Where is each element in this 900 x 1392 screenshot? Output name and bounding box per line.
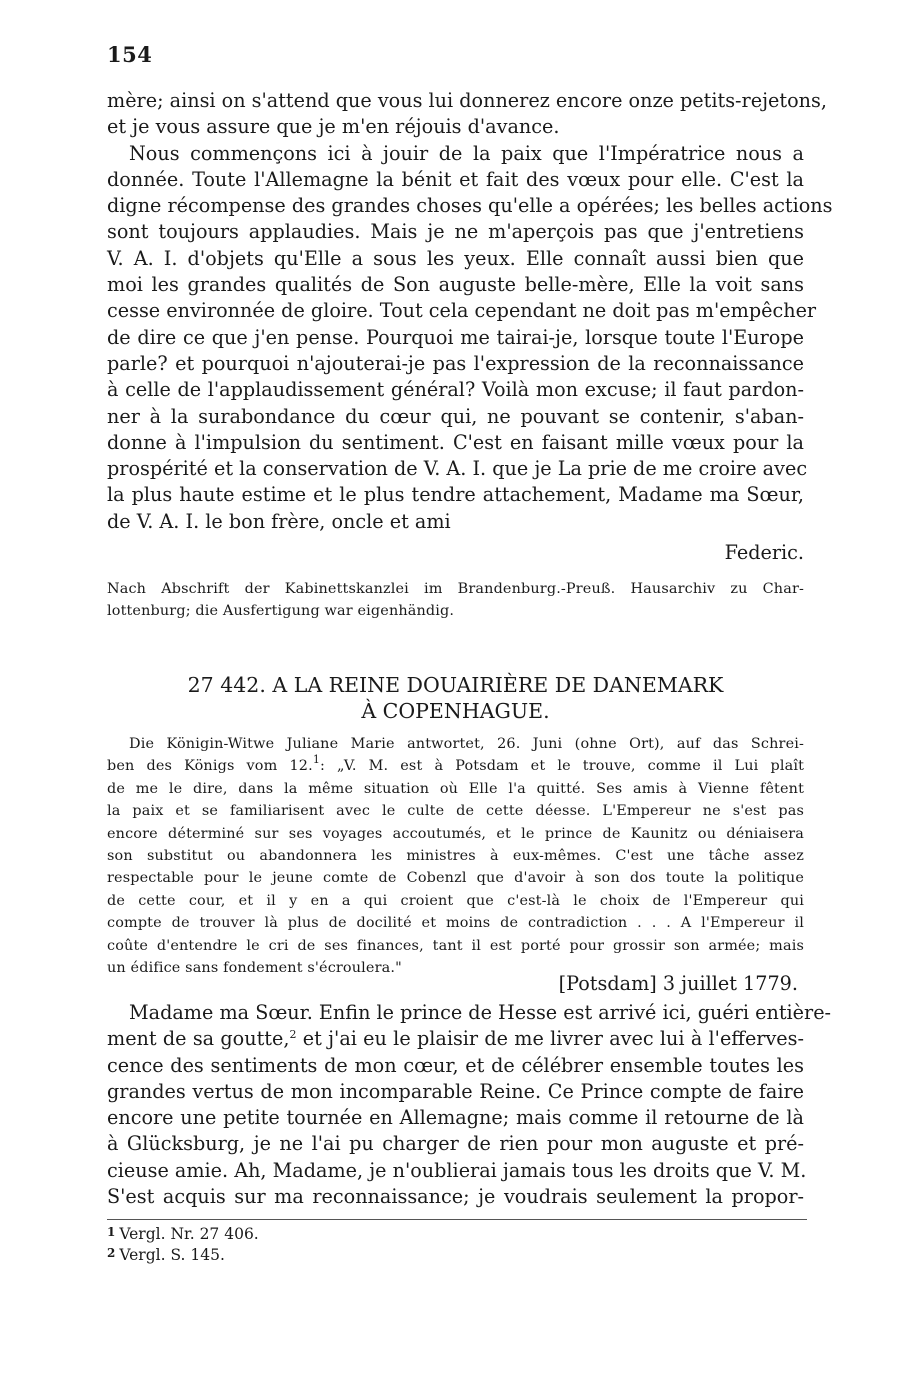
preface-line: de me le dire, dans la même situation où Elle l'a quitté. Ses amis à Vienne fêtent <box>107 780 804 797</box>
text-line: prospérité et la conservation de V. A. I. que je La prie de me croire avec <box>107 457 808 481</box>
text-line: de V. A. I. le bon frère, oncle et ami <box>107 509 451 533</box>
text-line <box>107 1026 804 1052</box>
footnote-number: 2 <box>107 1246 116 1260</box>
footnote <box>107 1222 707 1243</box>
text-line: S'est acquis sur ma reconnaissance; je voudrais seulement la propor- <box>107 1185 804 1209</box>
preface-line: coûte d'entendre le cri de ses finances, tant il est porté pour grossir son armée; mais <box>107 937 804 954</box>
source-note-line: lottenburg; die Ausfertigung war eigenhändig. <box>107 603 455 620</box>
text-line: Madame ma Sœur. Enfin le prince de Hesse est arrivé ici, guéri entière- <box>129 1001 832 1024</box>
text-line: grandes vertus de mon incomparable Reine. Ce Prince compte de faire <box>107 1079 804 1103</box>
preface-line: de cette cour, et il y en a qui croient que c'est-là le choix de l'Empereur qui <box>107 892 804 909</box>
signature: Federic. <box>724 541 804 564</box>
letter-body-1 <box>107 88 833 535</box>
text-line: moi les grandes qualités de Son auguste belle-mère, Elle la voit sans <box>107 273 804 297</box>
preface-line: respectable pour le jeune comte de Cobenzl que d'avoir à son dos toute la politique <box>107 870 804 887</box>
page-number: 154 <box>107 42 153 67</box>
date-line: [Potsdam] 3 juillet 1779. <box>558 972 798 995</box>
text-line: encore une petite tournée en Allemagne; mais comme il retourne de là <box>107 1106 804 1130</box>
preface-line: son substitut ou abandonnera les ministres à eux-mêmes. C'est une tâche assez <box>107 847 804 864</box>
text-line: V. A. I. d'objets qu'Elle a sous les yeux. Elle connaît aussi bien que <box>107 246 804 270</box>
text-line: à celle de l'applaudissement général? Voilà mon excuse; il faut pardon- <box>107 378 804 402</box>
footnote-mark: 2 <box>289 1028 297 1042</box>
letter-heading <box>107 672 804 724</box>
preface-line-rest: : „V. M. est à Potsdam et le trouve, comme il Lui plaît <box>319 758 805 775</box>
footnote-mark: 1 <box>312 753 320 767</box>
footnote-text: Vergl. Nr. 27 406. <box>119 1225 259 1243</box>
letter-body-2 <box>107 1000 832 1210</box>
text-line: sont toujours applaudies. Mais je ne m'aperçois pas que j'entretiens <box>107 220 804 244</box>
preface-line: compte de trouver là plus de docilité et moins de contradiction . . . A l'Empereur il <box>107 915 804 932</box>
text-line: donne à l'impulsion du sentiment. C'est en faisant mille vœux pour la <box>107 430 804 454</box>
preface-line: la paix et se familiarisent avec le culte de cette déesse. L'Empereur ne s'est pas <box>107 803 804 820</box>
letter-title-line2: À COPENHAGUE. <box>361 699 550 723</box>
footnote-number: 1 <box>107 1225 116 1239</box>
preface-line: un édifice sans fondement s'écroulera." <box>107 959 402 976</box>
source-note <box>107 578 804 623</box>
letter-preface <box>107 733 804 979</box>
text-line: à Glücksburg, je ne l'ai pu charger de rien pour mon auguste et pré- <box>107 1132 804 1156</box>
source-note-line: Nach Abschrift der Kabinettskanzlei im Brandenburg.-Preuß. Hausarchiv zu Char- <box>107 581 804 597</box>
text-line: digne récompense des grandes choses qu'elle a opérées; les belles actions <box>107 194 833 218</box>
text-line: cesse environnée de gloire. Tout cela cependant ne doit pas m'empêcher <box>107 299 817 323</box>
preface-line: Die Königin-Witwe Juliane Marie antwortet, 26. Juni (ohne Ort), auf das Schrei- <box>129 736 804 752</box>
preface-line: encore déterminé sur ses voyages accoutumés, et le prince de Kaunitz ou déniaisera <box>107 825 804 842</box>
text-line: mère; ainsi on s'attend que vous lui donnerez encore onze petits-rejetons, <box>107 89 827 112</box>
text-line: parle? et pourquoi n'ajouterai-je pas l'expression de la reconnaissance <box>107 351 804 375</box>
text-line: Nous commençons ici à jouir de la paix que l'Impératrice nous a <box>129 141 804 165</box>
letter-number: 27 442. <box>187 673 266 697</box>
text-line: donnée. Toute l'Allemagne la bénit et fait des vœux pour elle. C'est la <box>107 167 804 191</box>
preface-line-start: ben des Königs vom 12. <box>107 758 313 775</box>
footnotes <box>107 1222 707 1264</box>
preface-line <box>107 755 804 777</box>
text-line-rest: et j'ai eu le plaisir de me livrer avec lui à l'efferves- <box>296 1027 804 1051</box>
text-line-start: ment de sa goutte, <box>107 1027 290 1051</box>
footnote-text: Vergl. S. 145. <box>119 1246 225 1264</box>
letter-title-line1: A LA REINE DOUAIRIÈRE DE DANEMARK <box>272 673 724 697</box>
text-line: de dire ce que j'en pense. Pourquoi me tairai-je, lorsque toute l'Europe <box>107 325 804 349</box>
text-line: et je vous assure que je m'en réjouis d'avance. <box>107 115 560 139</box>
footnote-divider <box>107 1219 807 1220</box>
footnote <box>107 1243 707 1264</box>
text-line: ner à la surabondance du cœur qui, ne pouvant se contenir, s'aban- <box>107 404 804 428</box>
text-line: cieuse amie. Ah, Madame, je n'oublierai jamais tous les droits que V. M. <box>107 1158 807 1182</box>
text-line: cence des sentiments de mon cœur, et de célébrer ensemble toutes les <box>107 1053 804 1077</box>
text-line: la plus haute estime et le plus tendre attachement, Madame ma Sœur, <box>107 483 804 507</box>
